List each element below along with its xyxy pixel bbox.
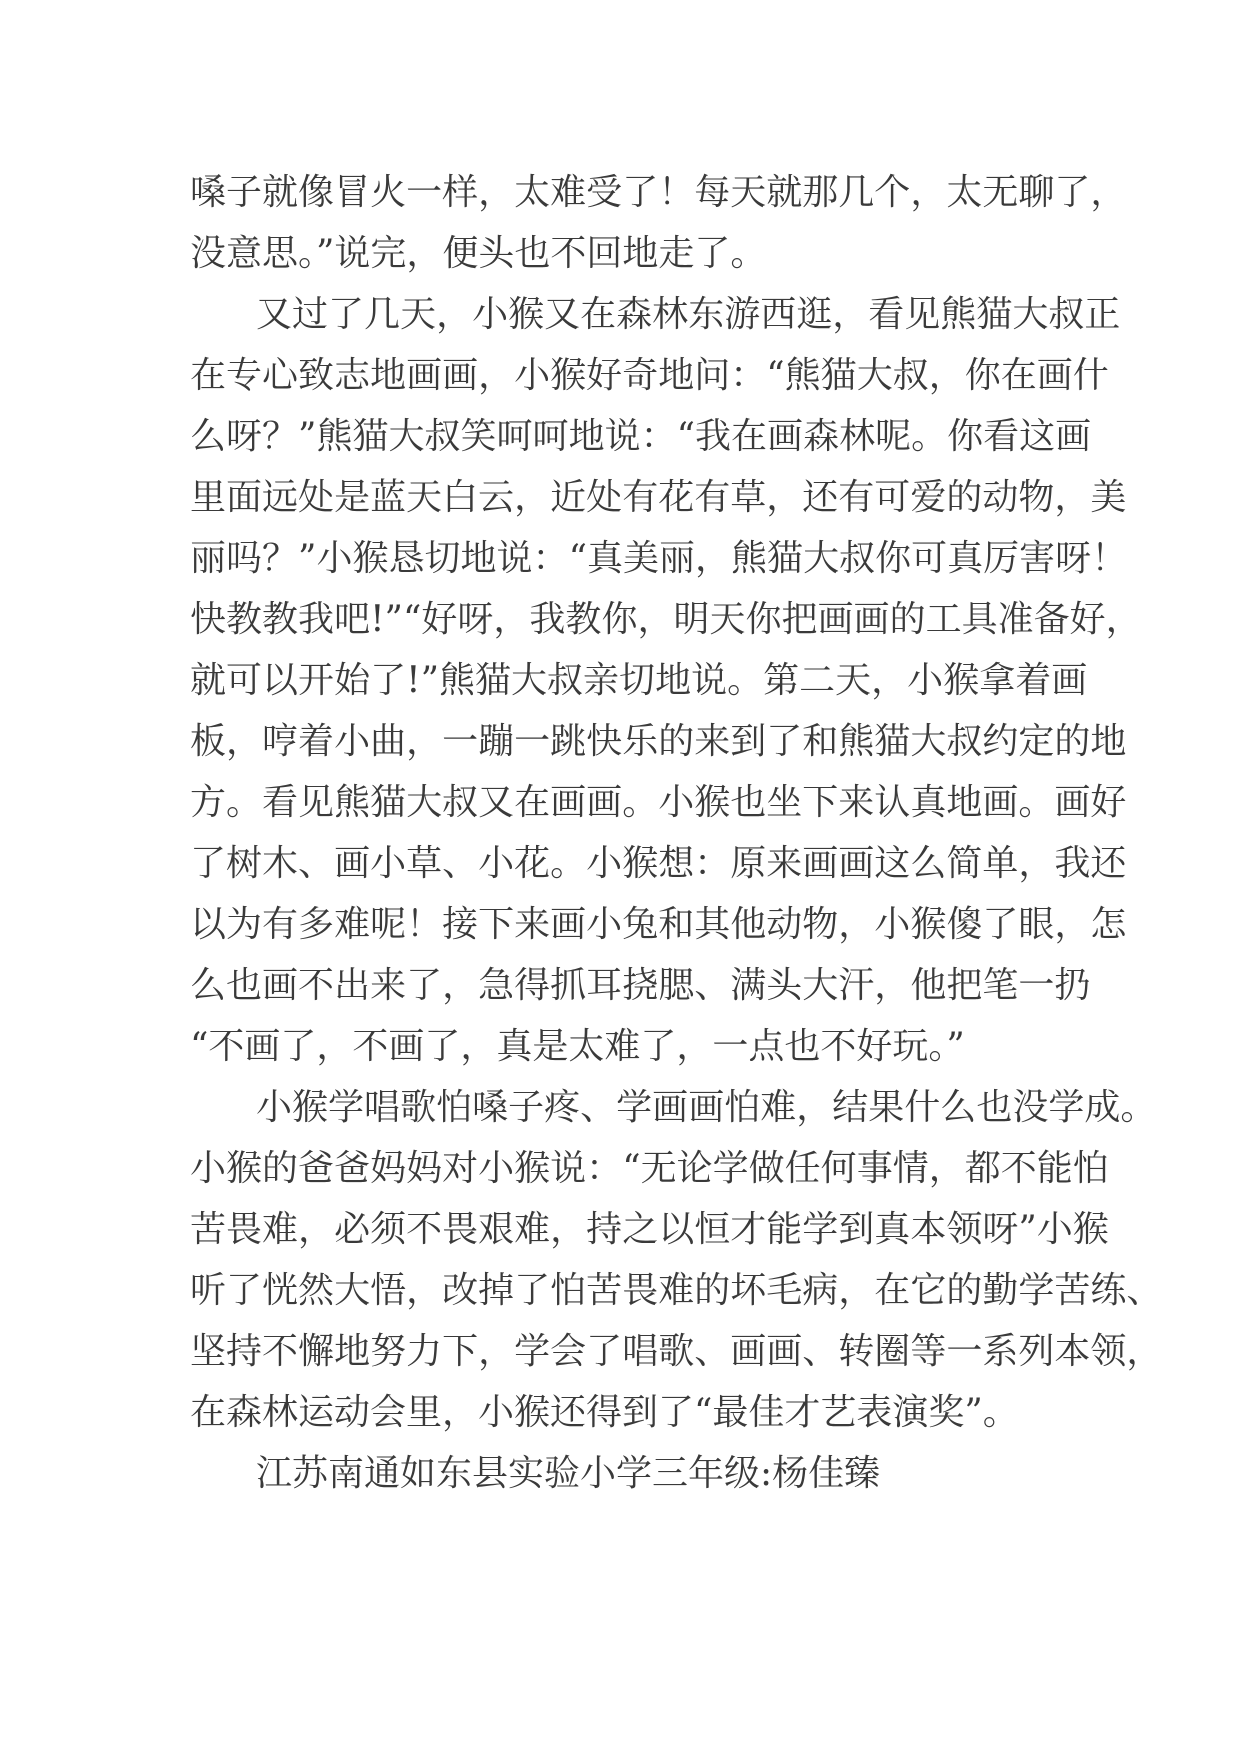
text-line: 以 为 有 多 难 呢 ！ 接 下 来 画 小 兔 和 其 他 动 物 ， 小 猴 傻 了 眼 ， 怎: [190, 904, 1127, 945]
story-text: [190, 162, 1163, 1504]
text-line: 江苏南通如东县实验小学三年级:杨佳臻: [256, 1453, 881, 1494]
text-line: 就 可 以 开 始 了 ! ” 熊 猫 大 叔 亲 切 地 说 。 第 二 天 ， 小 猴 拿 着 画: [190, 660, 1088, 701]
text-line: 么 也 画 不 出 来 了 ， 急 得 抓 耳 挠 腮 、 满 头 大 汗 ， 他 把 笔 一 扔: [190, 965, 1091, 1006]
text-line: 在森林运动会里，小猴还得到了“最佳才艺表演奖”。: [190, 1392, 1019, 1433]
text-line: 里 面 远 处 是 蓝 天 白 云 ， 近 处 有 花 有 草 ， 还 有 可 爱 的 动 物 ， 美: [190, 477, 1127, 518]
text-line: 小 猴 的 爸 爸 妈 妈 对 小 猴 说 ： “ 无 论 学 做 任 何 事 情 ， 都 不 能 怕: [190, 1148, 1109, 1189]
text-line: 坚 持 不 懈 地 努 力 下 ， 学 会 了 唱 歌 、 画 画 、 转 圈 等 一 系 列 本 领 ，: [190, 1331, 1163, 1372]
text-line: 么 呀 ？ ” 熊 猫 大 叔 笑 呵 呵 地 说 ： “ 我 在 画 森 林 呢 。 你 看 这 画: [190, 416, 1092, 457]
text-line: 又 过 了 几 天 ， 小 猴 又 在 森 林 东 游 西 逛 ， 看 见 熊 猫 大 叔 正: [256, 294, 1121, 335]
text-line: “不画了，不画了，真是太难了，一点也不好玩。”: [190, 1026, 965, 1067]
text-line: 嗓 子 就 像 冒 火 一 样 ， 太 难 受 了 ！ 每 天 就 那 几 个 ， 太 无 聊 了 ，: [190, 172, 1127, 213]
text-line: 苦 畏 难 ， 必 须 不 畏 艰 难 ， 持 之 以 恒 才 能 学 到 真 本 领 呀 ” 小 猴: [190, 1209, 1109, 1250]
text-line: 方 。 看 见 熊 猫 大 叔 又 在 画 画 。 小 猴 也 坐 下 来 认 真 地 画 。 画 好: [190, 782, 1127, 823]
text-line: 在 专 心 致 志 地 画 画 ， 小 猴 好 奇 地 问 ： “ 熊 猫 大 叔 ， 你 在 画 什: [190, 355, 1109, 396]
text-line: 丽 吗 ？ ” 小 猴 恳 切 地 说 ： “ 真 美 丽 ， 熊 猫 大 叔 你 可 真 厉 害 呀 ！: [190, 538, 1128, 579]
text-line: 快 教 教 我 吧 ! ” “ 好 呀 ， 我 教 你 ， 明 天 你 把 画 画 的 工 具 准 备 好 ，: [190, 599, 1142, 640]
text-line: 没意思。”说完，便头也不回地走了。: [190, 233, 767, 274]
text-line: 板 ， 哼 着 小 曲 ， 一 蹦 一 跳 快 乐 的 来 到 了 和 熊 猫 大 叔 约 定 的 地: [190, 721, 1127, 762]
text-line: 小 猴 学 唱 歌 怕 嗓 子 疼 、 学 画 画 怕 难 ， 结 果 什 么 也 没 学 成 。: [256, 1087, 1157, 1128]
text-line: 了 树 木 、 画 小 草 、 小 花 。 小 猴 想 ： 原 来 画 画 这 么 简 单 ， 我 还: [190, 843, 1127, 884]
text-line: 听 了 恍 然 大 悟 ， 改 掉 了 怕 苦 畏 难 的 坏 毛 病 ， 在 它 的 勤 学 苦 练 、: [190, 1270, 1163, 1311]
